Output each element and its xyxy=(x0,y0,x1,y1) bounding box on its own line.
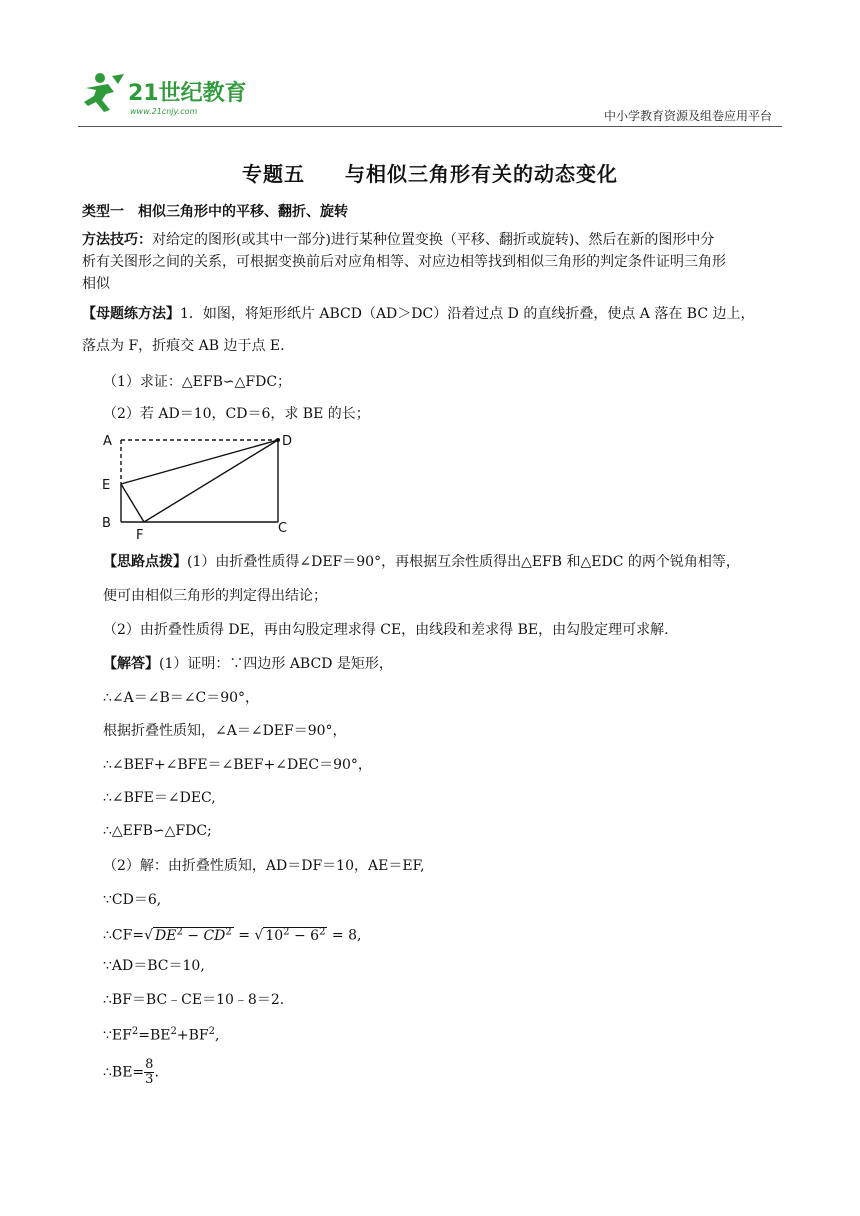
logo-runner-icon xyxy=(78,70,248,120)
solution-line-13: ∴BE= $\frac{8}{3}$ . xyxy=(103,1057,159,1087)
title-part-b: 与相似三角形有关的动态变化 xyxy=(345,162,618,186)
type-heading: 类型一 相似三角形中的平移、翻折、旋转 xyxy=(82,204,348,220)
method-line-2: 析有关图形之间的关系，可根据变换前后对应角相等、对应边相等找到相似三角形的判定条件证明三角形 xyxy=(82,254,726,270)
header-divider xyxy=(78,126,782,127)
label-c: C xyxy=(278,521,288,536)
label-d: D xyxy=(282,434,293,449)
solution-line-7: （2）解：由折叠性质知，AD＝DF＝10，AE＝EF, xyxy=(103,858,425,874)
problem-line-2: 落点为 F，折痕交 AB 边于点 E. xyxy=(82,338,285,354)
question-2: （2）若 AD＝10，CD＝6，求 BE 的长； xyxy=(103,406,370,422)
label-a: A xyxy=(103,434,112,449)
hint-label: 【思路点拨】 xyxy=(103,554,187,570)
method-label: 方法技巧： xyxy=(82,232,152,248)
logo-url: www.21cnjy.com xyxy=(130,107,198,116)
crease-ed xyxy=(121,440,278,484)
label-b: B xyxy=(102,516,111,531)
problem-label: 【母题练方法】 xyxy=(82,306,180,322)
solution-line-5: ∴∠BFE＝∠DEC, xyxy=(103,790,216,806)
solution-line-6: ∴△EFB∽△FDC; xyxy=(103,823,212,839)
fraction-eight-thirds: $\frac{8}{3}$ xyxy=(145,1057,154,1087)
solution-line-9: ∴CF=√ $DE^2 - CD^2$ = √ $10^2 - 6^2 = 8$, xyxy=(103,926,362,944)
hint-line-2: 便可由相似三角形的判定得出结论； xyxy=(103,588,327,604)
edge-fd xyxy=(144,440,278,522)
page-title xyxy=(0,158,860,187)
solution-line-8: ∵CD＝6, xyxy=(103,892,162,908)
method-line-3: 相似 xyxy=(82,276,110,292)
problem-line-1: 【母题练方法】1．如图，将矩形纸片 ABCD（AD＞DC）沿着过点 D 的直线折叠，使点 A 落在 BC 边上， xyxy=(82,306,755,322)
solution-line-1: 【解答】(1）证明：∵四边形 ABCD 是矩形， xyxy=(103,656,393,672)
label-e: E xyxy=(102,478,111,493)
header-tagline: 中小学教育资源及组卷应用平台 xyxy=(603,109,772,123)
label-f: F xyxy=(136,528,144,543)
solution-line-2: ∴∠A＝∠B＝∠C＝90°， xyxy=(103,690,260,706)
question-1: （1）求证：△EFB∽△FDC； xyxy=(103,374,292,390)
method-line-1: 方法技巧：对给定的图形(或其中一部分)进行某种位置变换（平移、翻折或旋转)、然后在新的图形中分 xyxy=(82,232,715,248)
edge-ef xyxy=(121,484,144,522)
title-part-a: 专题五 xyxy=(242,162,305,186)
brand-logo xyxy=(78,70,248,120)
solution-label: 【解答】 xyxy=(103,656,159,672)
logo-text: 21世纪教育 xyxy=(128,81,247,106)
solution-line-4: ∴∠BEF+∠BFE＝∠BEF+∠DEC＝90°， xyxy=(103,757,372,773)
solution-line-11: ∴BF＝BC﹣CE＝10﹣8＝2. xyxy=(103,992,285,1008)
solution-line-10: ∵AD＝BC＝10, xyxy=(103,958,205,974)
hint-line-3: （2）由折叠性质得 DE，再由勾股定理求得 CE，由线段和差求得 BE，由勾股定理可求解. xyxy=(103,622,669,638)
hint-line-1: 【思路点拨】(1）由折叠性质得∠DEF＝90°，再根据互余性质得出△EFB 和△EDC 的两个锐角相等， xyxy=(103,554,740,570)
solution-line-3: 根据折叠性质知，∠A＝∠DEF＝90°， xyxy=(103,723,347,739)
geometry-figure xyxy=(96,426,306,544)
solution-line-12: $\because EF^2=BE^2+BF^2$, xyxy=(103,1026,220,1044)
